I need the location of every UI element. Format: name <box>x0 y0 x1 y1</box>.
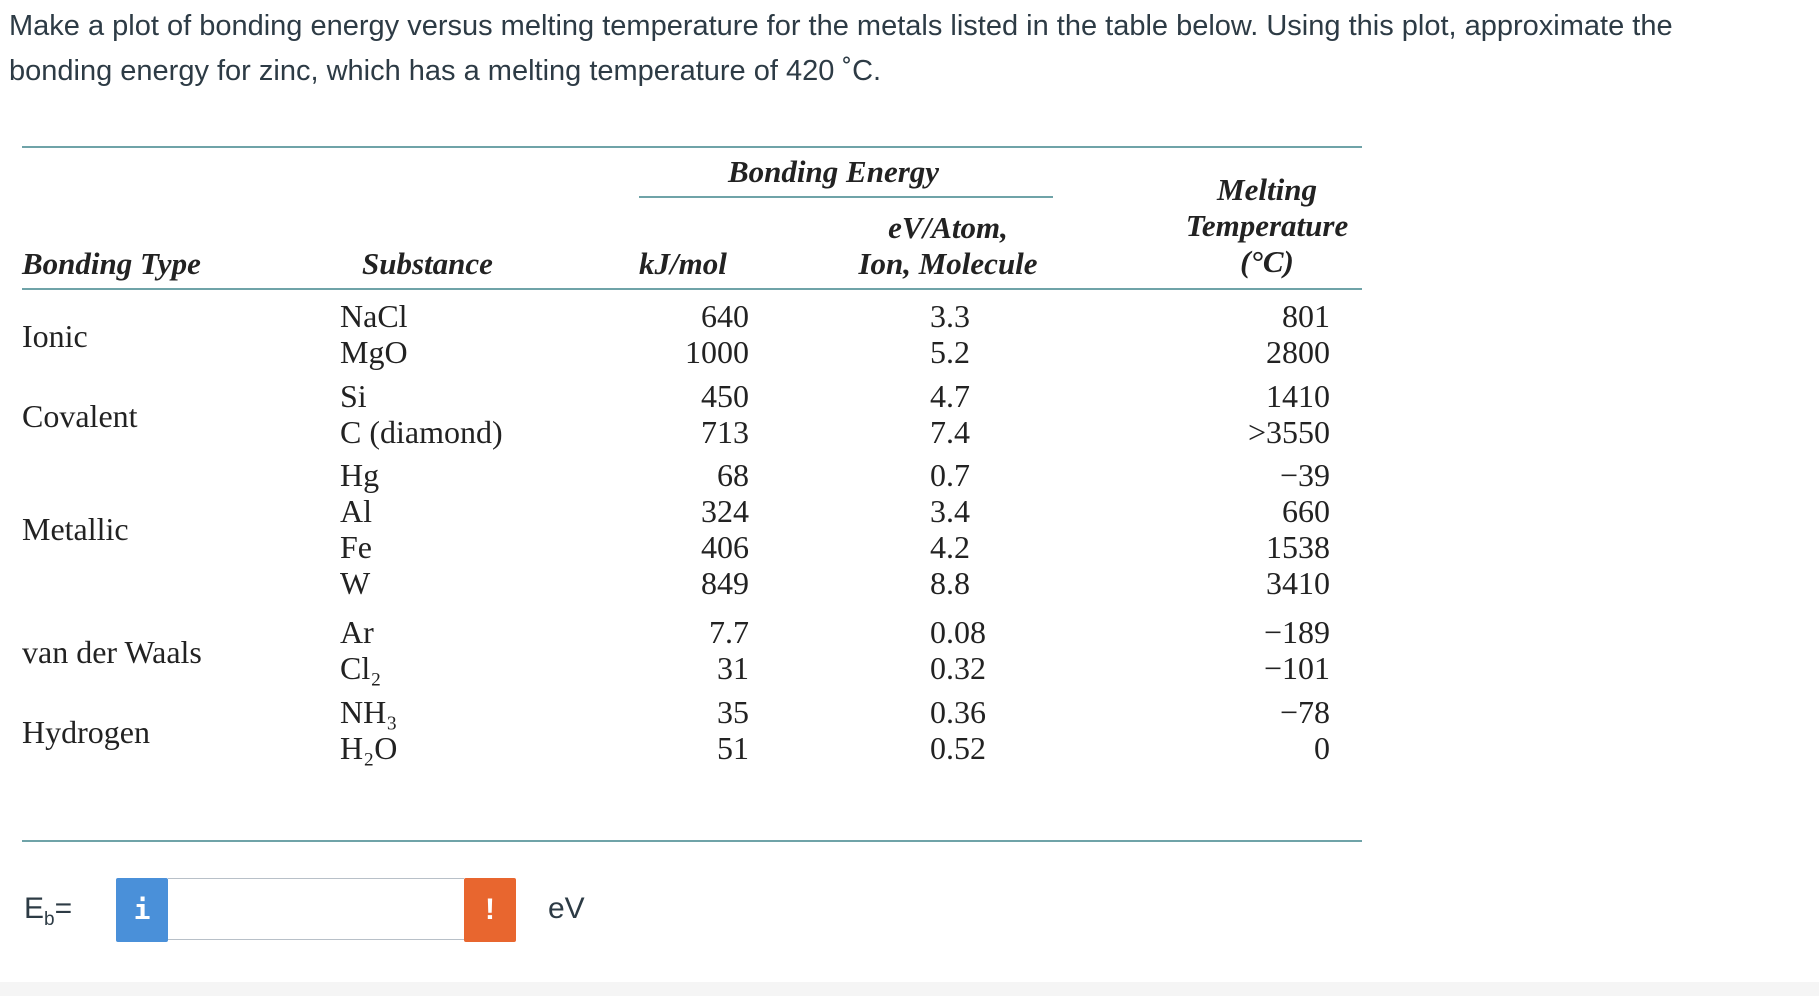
header-ev-line-1: eV/Atom, <box>888 210 1008 245</box>
ev-cell: 0.52 <box>930 730 986 766</box>
header-melting-temperature <box>1167 172 1367 280</box>
mt-cell: 3410 <box>1266 565 1330 601</box>
eb-label <box>24 892 72 931</box>
header-ev-atom <box>822 210 1074 282</box>
ev-cell: 5.2 <box>930 334 970 370</box>
kj-cell: 31 <box>717 650 749 686</box>
mt-cell: 660 <box>1282 493 1330 529</box>
kj-cell: 1000 <box>685 334 749 370</box>
ev-cell: 3.4 <box>930 493 970 529</box>
kj-cell: 640 <box>701 298 749 334</box>
substance-cell: H₂O <box>340 730 398 766</box>
ev-cell: 7.4 <box>930 414 970 450</box>
header-mt-line-3: (°C) <box>1240 244 1294 279</box>
mt-cell: 2800 <box>1266 334 1330 370</box>
substance-cell: NaCl <box>340 298 408 334</box>
substance-cell: W <box>340 565 371 601</box>
mt-cell: 0 <box>1314 730 1330 766</box>
kj-cell: 450 <box>701 378 749 414</box>
info-icon[interactable]: i <box>116 878 168 942</box>
substance-cell: Hg <box>340 457 380 493</box>
bonding-energy-table <box>22 146 1362 846</box>
ev-cell: 4.7 <box>930 378 970 414</box>
answer-row <box>24 878 644 944</box>
substance-cell: Cl₂ <box>340 650 382 686</box>
mt-cell: 1410 <box>1266 378 1330 414</box>
substance-cell: NH₃ <box>340 694 398 730</box>
kj-cell: 68 <box>717 457 749 493</box>
table-bottom-rule <box>22 840 1362 842</box>
mt-cell: −101 <box>1263 650 1330 686</box>
question-text <box>9 4 1809 94</box>
kj-cell: 849 <box>701 565 749 601</box>
group-type: Metallic <box>22 511 129 547</box>
group-type: van der Waals <box>22 634 202 670</box>
mt-cell: −39 <box>1279 457 1330 493</box>
mt-cell: 801 <box>1282 298 1330 334</box>
mt-cell: 1538 <box>1266 529 1330 565</box>
substance-cell: Si <box>340 378 367 414</box>
mt-cell: >3550 <box>1247 414 1330 450</box>
ev-cell: 0.08 <box>930 614 986 650</box>
header-mt-line-2: Temperature <box>1185 208 1349 243</box>
header-bonding-energy: Bonding Energy <box>728 154 940 189</box>
mt-cell: −78 <box>1279 694 1330 730</box>
substance-cell: Al <box>340 493 372 529</box>
ev-cell: 0.7 <box>930 457 970 493</box>
substance-cell: Fe <box>340 529 372 565</box>
substance-cell: C (diamond) <box>340 414 503 450</box>
eb-label-sub: b <box>44 909 55 930</box>
bonding-energy-rule <box>639 196 1053 198</box>
table-top-rule <box>22 146 1362 148</box>
answer-input[interactable] <box>168 878 464 940</box>
header-ev-line-2: Ion, Molecule <box>858 246 1038 281</box>
ev-cell: 0.32 <box>930 650 986 686</box>
question-line-2: bonding energy for zinc, which has a melting temperature of 420 ˚C. <box>9 55 882 87</box>
unit-label: eV <box>548 892 585 925</box>
ev-cell: 3.3 <box>930 298 970 334</box>
ev-cell: 4.2 <box>930 529 970 565</box>
kj-cell: 324 <box>701 493 749 529</box>
group-type: Ionic <box>22 318 88 354</box>
header-bonding-type: Bonding Type <box>22 246 201 281</box>
substance-cell: Ar <box>340 614 374 650</box>
header-mt-line-1: Melting <box>1217 172 1317 207</box>
eb-label-eq: = <box>54 892 73 925</box>
table-header-rule <box>22 288 1362 290</box>
warning-icon[interactable]: ! <box>464 878 516 942</box>
kj-cell: 406 <box>701 529 749 565</box>
kj-cell: 51 <box>717 730 749 766</box>
bottom-strip <box>0 982 1819 996</box>
kj-cell: 713 <box>701 414 749 450</box>
kj-cell: 35 <box>717 694 749 730</box>
eb-label-main: E <box>24 892 45 925</box>
header-substance: Substance <box>362 246 493 281</box>
group-type: Hydrogen <box>22 714 150 750</box>
ev-cell: 0.36 <box>930 694 986 730</box>
group-type: Covalent <box>22 398 138 434</box>
header-kj-mol: kJ/mol <box>639 246 727 281</box>
substance-cell: MgO <box>340 334 408 370</box>
kj-cell: 7.7 <box>709 614 749 650</box>
mt-cell: −189 <box>1263 614 1330 650</box>
question-line-1: Make a plot of bonding energy versus melting temperature for the metals listed in the table below. Using this plot, approximate the <box>9 10 1673 42</box>
ev-cell: 8.8 <box>930 565 970 601</box>
